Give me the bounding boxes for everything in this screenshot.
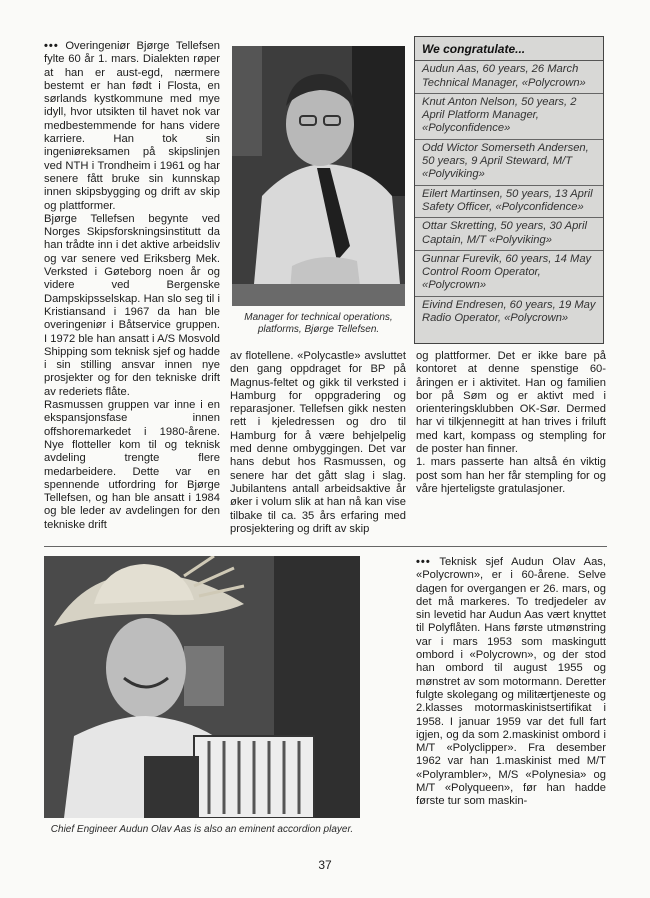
article-one-paragraph-2: Bjørge Tellefsen begynte ved Norges Skipsforskningsinstitutt da han trådte inn i det aktive arbeidsliv og var senere ved Eriksberg Mek. Verksted i Gøteborg noen år og videre ved Bergenske Dampskipsselskap. Han slo seg til i Kristiansand i 1967 da han ble overingeniør i Båtservice gruppen. I 1972 ble han ansatt i A/S Mosvold Shipping som teknisk sjef og hadde i sin stilling ansvar innen nye prosjekter og for den tekniske drift av rederiets flåte.: [44, 212, 220, 398]
page-number: 37: [318, 858, 332, 872]
congratulation-entry: Eilert Martinsen, 50 years, 13 April Safety Officer, «Polyconfidence»: [415, 186, 603, 219]
article-one-paragraph-1: Overingeniør Bjørge Tellefsen fylte 60 år 1. mars. Dialekten røper at han er aust-egd, nærmere bestemt er han født i Flosta, en sørlands kystkommune med mye idyll, hvor utsikten til havet nok var medbestemmende for hans videre karriere. Han tok sin ingeniøreksamen på skipslinjen ved NTH i Trondheim i 1961 og har senere fått bruke sin kunnskap innen skipsbygging og drift av skip og plattformer.: [44, 40, 220, 212]
congratulations-box: [414, 36, 604, 344]
portrait-man-at-desk-image: [232, 46, 405, 306]
article-one-column-2: [230, 350, 406, 540]
congratulation-entry: Eivind Endresen, 60 years, 19 May Radio Operator, «Polycrown»: [422, 298, 596, 325]
photo-caption-aas: Chief Engineer Audun Olav Aas is also an eminent accordion player.: [50, 824, 354, 835]
ornament-dots: •••: [44, 40, 59, 52]
congratulation-entry: Audun Aas, 60 years, 26 March Technical Manager, «Polycrown»: [415, 61, 603, 94]
man-with-straw-hat-and-accordion-image: [44, 556, 360, 818]
article-one-paragraph-4: av flotellene. «Polycastle» avsluttet den gang oppdraget for BP på Magnus-feltet og gikk til verksted i Hamburg for oppgradering og reparasjoner. Tellefsen gikk nesten rett i kjeledressen og dro til Hamburg for å være behjelpelig med denne ombyggingen. Det var hans debut hos Rasmussen, og senere har det gått slag i slag. Jubilantens antall arbeidsaktive år øker i volum slik at han nå kan vise tilbake til ca. 35 års erfaring med prosjektering og drift av skip: [230, 350, 406, 535]
article-one-column-3: [416, 350, 606, 530]
photo-audun-aas-accordion: [44, 556, 360, 818]
article-one-paragraph-3: Rasmussen gruppen var inne i en ekspansjonsfase innen offshoremarkedet i 1980-årene. Nye flotteller kom til og teknisk avdeling trengte flere medarbeidere. Dette var en spennende utfordring for Bjørge Tellefsen, og han ble ansatt i 1984 og ble leder av avdelingen for den tekniske drift: [44, 399, 220, 531]
article-one-paragraph-5: og plattformer. Det er ikke bare på kontoret at denne spenstige 60-åringen er i aktivitet. Han og familien bor på Søm og er aktivt med i orienteringsklubben OK-Sør. Dermed har vi tilkjennegitt at han trives i friluft med kart, kompass og stempling for de poster han finner.: [416, 350, 606, 456]
article-two-paragraph: Teknisk sjef Audun Olav Aas, «Polycrown», er i 60-årene. Selve dagen for overgangen er 26. mars, og det må markeres. To tredjedeler av sin levetid har Audun Aas vært knyttet til Polyflåten. Hans første utmønstring var i mars 1953 som maskingutt ombord i «Polycrown», og der stod han ombord til august 1955 og mønstret av som motormann. Deretter fulgte skolegang og militærtjeneste og 2.klasses motormaskinistsertifikat i 1958. I januar 1959 var det full fart igjen, og da som 2.maskinist ombord i M/T «Polyclipper». Fra desember 1962 var han 1.maskinist med M/T «Polyrambler», M/S «Polynesia» og M/T «Polyqueen», før han hadde første tur som maskin-: [416, 556, 606, 808]
photo-caption-tellefsen: Manager for technical operations, platforms, Bjørge Tellefsen.: [244, 312, 393, 335]
article-one-column-1: [44, 40, 220, 538]
congratulation-entry: Ottar Skretting, 50 years, 30 April Captain, M/T «Polyviking»: [415, 218, 603, 251]
article-two-column: [416, 556, 606, 838]
congratulation-entry: Odd Wictor Somerseth Andersen, 50 years, 9 April Steward, M/T «Polyviking»: [415, 140, 603, 186]
congratulations-heading: We congratulate...: [415, 37, 603, 61]
ornament-dots: •••: [416, 556, 431, 568]
article-one-paragraph-6: 1. mars passerte han altså én viktig post som han her får stempling for og våre hjerteligste gratulasjoner.: [416, 456, 606, 495]
congratulation-entry: Gunnar Furevik, 60 years, 14 May Control Room Operator, «Polycrown»: [415, 251, 603, 297]
photo-bjorge-tellefsen: [232, 46, 405, 306]
section-divider: [44, 546, 607, 547]
congratulation-entry: Knut Anton Nelson, 50 years, 2 April Platform Manager, «Polyconfidence»: [415, 94, 603, 140]
